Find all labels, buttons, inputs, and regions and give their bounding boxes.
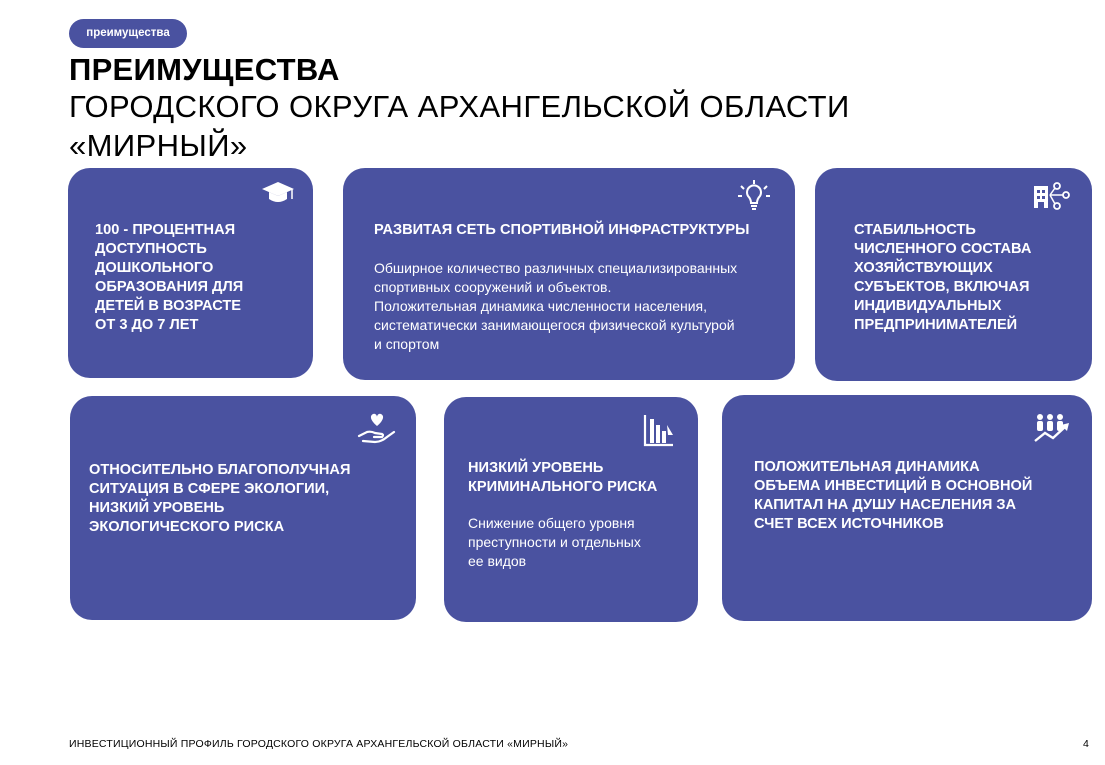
card-heading: 100 - ПРОЦЕНТНАЯ ДОСТУПНОСТЬ ДОШКОЛЬНОГО ОБРАЗОВАНИЯ ДЛЯ ДЕТЕЙ В ВОЗРАСТЕ ОТ 3 ДО 7 ЛЕТ [95,222,244,333]
advantage-card-sports [343,168,795,380]
card-description: Снижение общего уровня преступности и отдельных ее видов [468,515,641,569]
lightbulb-icon [736,178,772,219]
page-subtitle-line-1: ГОРОДСКОГО ОКРУГА АРХАНГЕЛЬСКОЙ ОБЛАСТИ [69,89,850,124]
hand-heart-icon [357,412,397,451]
card-heading: ПОЛОЖИТЕЛЬНАЯ ДИНАМИКА ОБЪЕМА ИНВЕСТИЦИЙ В ОСНОВНОЙ КАПИТАЛ НА ДУШУ НАСЕЛЕНИЯ ЗА СЧЕТ ВСЕХ ИСТОЧНИКОВ [754,459,1033,532]
business-network-icon [1031,180,1071,217]
advantage-card-ecology [70,396,416,620]
card-heading: ОТНОСИТЕЛЬНО БЛАГОПОЛУЧНАЯ СИТУАЦИЯ В СФЕРЕ ЭКОЛОГИИ, НИЗКИЙ УРОВЕНЬ ЭКОЛОГИЧЕСКОГО РИСКА [89,462,351,535]
advantage-card-preschool [68,168,313,378]
graduation-cap-icon [260,180,296,211]
advantage-card-business [815,168,1092,381]
section-tag: преимущества [69,19,187,48]
card-description: Обширное количество различных специализированных спортивных сооружений и объектов. Положительная динамика численности населения, систематически занимающегося физической культурой и спортом [374,260,738,352]
page-subtitle-line-2: «МИРНЫЙ» [69,128,248,163]
footer-text: ИНВЕСТИЦИОННЫЙ ПРОФИЛЬ ГОРОДСКОГО ОКРУГА АРХАНГЕЛЬСКОЙ ОБЛАСТИ «МИРНЫЙ» [69,738,569,750]
page-title: ПРЕИМУЩЕСТВА [69,52,340,87]
advantage-card-crime [444,397,698,622]
people-growth-icon [1033,411,1073,450]
card-heading: СТАБИЛЬНОСТЬ ЧИСЛЕННОГО СОСТАВА ХОЗЯЙСТВУЮЩИХ СУБЪЕКТОВ, ВКЛЮЧАЯ ИНДИВИДУАЛЬНЫХ ПРЕДПРИНИМАТЕЛЕЙ [854,222,1032,333]
page-number: 4 [1083,738,1089,750]
card-heading: НИЗКИЙ УРОВЕНЬ КРИМИНАЛЬНОГО РИСКА [468,460,658,495]
decline-chart-icon [643,413,675,452]
advantage-card-investment [722,395,1092,621]
card-heading: РАЗВИТАЯ СЕТЬ СПОРТИВНОЙ ИНФРАСТРУКТУРЫ [374,222,750,238]
